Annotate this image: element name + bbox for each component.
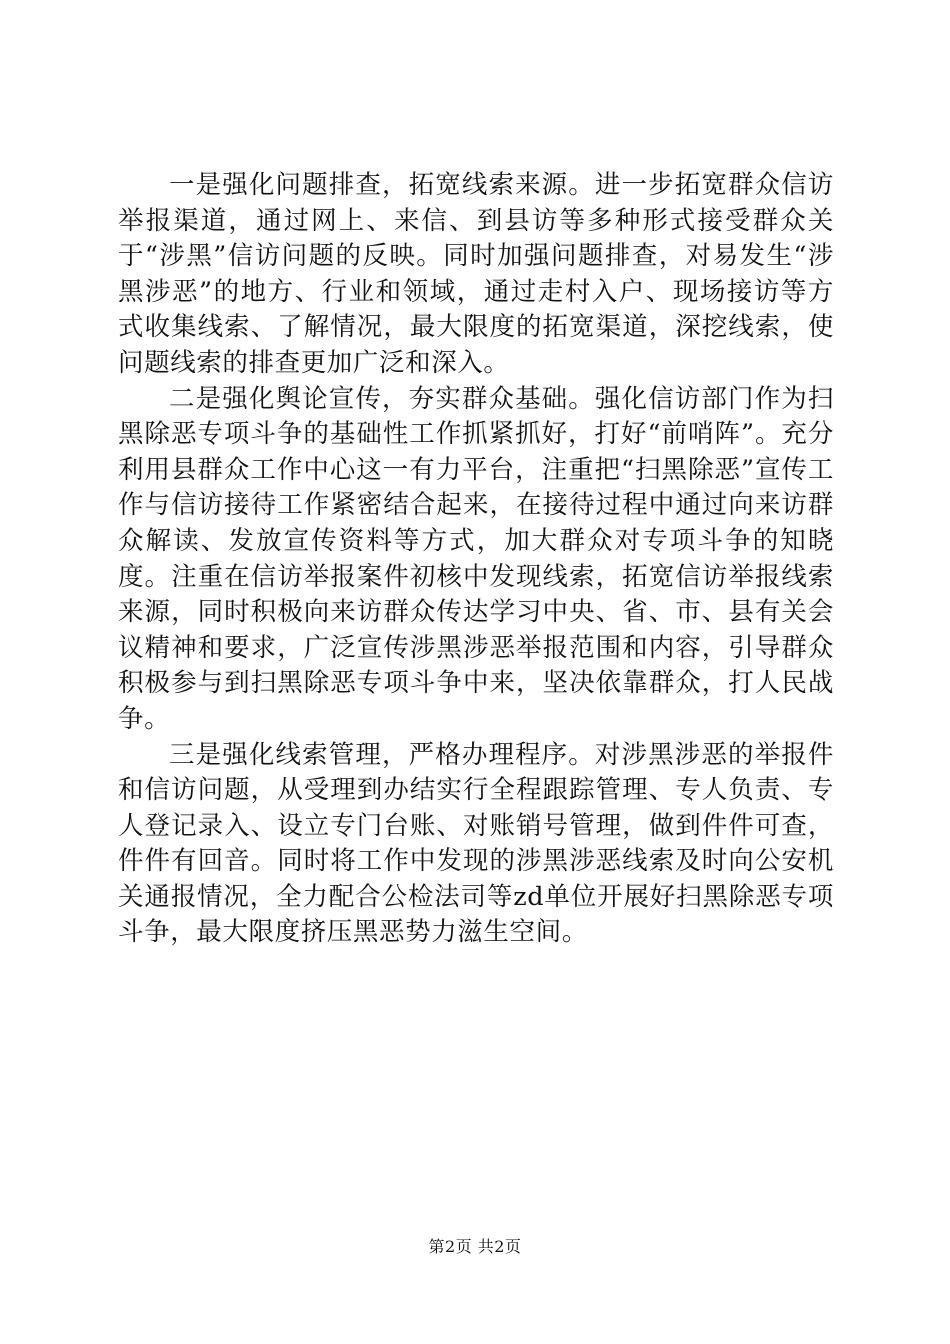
- paragraph-3: 三是强化线索管理，严格办理程序。对涉黑涉恶的举报件和信访问题，从受理到办结实行全程跟踪管理、专人负责、专人登记录入、设立专门台账、对账销号管理，做到件件可查，件件有回音。同时将工作中发现的涉黑涉恶线索及时向公安机关通报情况，全力配合公检法司等zd单位开展好扫黑除恶专项斗争，最大限度挤压黑恶势力滋生空间。: [118, 739, 834, 948]
- paragraph-2: 二是强化舆论宣传，夯实群众基础。强化信访部门作为扫黑除恶专项斗争的基础性工作抓紧抓好，打好“前哨阵”。充分利用县群众工作中心这一有力平台，注重把“扫黑除恶”宣传工作与信访接待工作紧密结合起来，在接待过程中通过向来访群众解读、发放宣传资料等方式，加大群众对专项斗争的知晓度。注重在信访举报案件初核中发现线索，拓宽信访举报线索来源，同时积极向来访群众传达学习中央、省、市、县有关会议精神和要求，广泛宣传涉黑涉恶举报范围和内容，引导群众积极参与到扫黑除恶专项斗争中来，坚决依靠群众，打人民战争。: [118, 383, 834, 734]
- paragraph-1: 一是强化问题排查，拓宽线索来源。进一步拓宽群众信访举报渠道，通过网上、来信、到县访等多种形式接受群众关于“涉黑”信访问题的反映。同时加强问题排查，对易发生“涉黑涉恶”的地方、行业和领域，通过走村入户、现场接访等方式收集线索、了解情况，最大限度的拓宽渠道，深挖线索，使问题线索的排查更加广泛和深入。: [118, 170, 834, 378]
- document-body: [118, 168, 834, 951]
- page-number-footer: 第2页 共2页: [428, 1237, 522, 1256]
